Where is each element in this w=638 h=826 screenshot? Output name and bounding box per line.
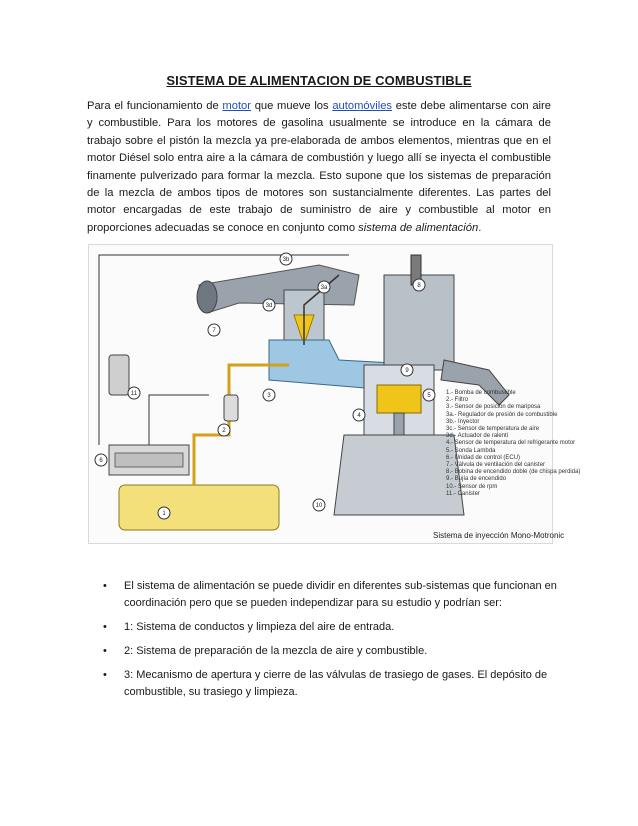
- callout-label-11: 11: [130, 391, 138, 397]
- legend-item: 1.- Bomba de combustible: [446, 390, 516, 396]
- legend-item: 8.- Bobina de encendido doble (de chispa perdida): [446, 469, 581, 476]
- document-title: SISTEMA DE ALIMENTACION DE COMBUSTIBLE: [166, 73, 472, 88]
- canister: [109, 355, 129, 395]
- intro-paragraph: [87, 98, 551, 237]
- legend-item: 9.- Bujía de encendido: [446, 476, 507, 483]
- fuel-filter: [224, 395, 238, 421]
- legend-item: 7.- Válvula de ventilación del canister: [446, 462, 546, 469]
- legend-item: 2.- Filtro: [446, 397, 469, 404]
- legend-item: 11.- Canister: [446, 490, 480, 497]
- emphasis-sistema-alimentacion: sistema de alimentación: [358, 221, 479, 234]
- callout-label-7: 7: [212, 328, 216, 334]
- callout-label-3d: 3d: [265, 303, 273, 309]
- callout-label-2: 2: [222, 428, 226, 434]
- legend-item: 6.- Unidad de control (ECU): [446, 454, 521, 461]
- callout-label-3: 3: [267, 393, 271, 399]
- diagram-caption: Sistema de inyección Mono-Motronic: [433, 531, 565, 540]
- legend-item: 5.- Sonda Lambda: [446, 447, 496, 454]
- diagram-legend: [446, 390, 581, 498]
- legend-item: 4.- Sensor de temperatura del refrigerante motor: [446, 440, 576, 447]
- legend-item: 3c.- Sensor de temperatura de aire: [446, 426, 540, 433]
- list-item: • El sistema de alimentación se puede dividir en diferentes sub-sistemas que funcionan en coordinación pero que se pueden independizar para su estudio y podrían ser:: [101, 578, 561, 612]
- callout-label-1: 1: [162, 511, 166, 517]
- legend-item: 3a.- Regulador de presión de combustible: [446, 411, 558, 418]
- paragraph-text-2: que mueve los: [251, 100, 333, 112]
- fuel-tank: [119, 485, 279, 530]
- ecu-connector: [115, 453, 183, 467]
- air-intake-duct: [199, 265, 359, 313]
- paragraph-text-4: .: [478, 221, 482, 234]
- link-automoviles[interactable]: automóviles: [332, 100, 393, 112]
- callout-label-3b: 3b: [282, 257, 290, 263]
- piston: [377, 385, 421, 413]
- callout-label-8: 8: [417, 283, 421, 289]
- link-motor[interactable]: motor: [222, 100, 252, 112]
- fuel-line-supply: [194, 365, 289, 485]
- list-item: • 3: Mecanismo de apertura y cierre de las válvulas de trasiego de gases. El depósito de combustible, su trasiego y limpieza.: [101, 667, 561, 701]
- callout-label-10: 10: [315, 503, 323, 509]
- callout-label-5: 5: [427, 393, 431, 399]
- legend-item: 3b.- Inyector: [446, 418, 480, 425]
- paragraph-text-3: este debe alimentarse con aire y combustible. Para los motores de gasolina usualmente se introduce en la cámara de trabajo sobre el pistón la mezcla ya pre-elaborada de ambos elementos, mientras que en el motor Diésel solo entra aire a la cámara de combustión y luego allí se inyecta el combustible finamente pulverizado para formar la mezcla. Esto supone que los sistemas de preparación de la mezcla de ambos tipos de motores son sustancialmente diferentes. Las partes del motor encargadas de este trabajo de suministro de aire y combustible al motor en proporciones adecuadas se conoce en conjunto como: [87, 100, 551, 234]
- paragraph-text-1: Para el funcionamiento de: [87, 100, 223, 112]
- legend-item: 3d.- Actuador de ralentí: [446, 433, 509, 440]
- air-intake-opening: [197, 281, 217, 313]
- list-item: • 1: Sistema de conductos y limpieza del aire de entrada.: [101, 619, 561, 636]
- list-item: • 2: Sistema de preparación de la mezcla de aire y combustible.: [101, 643, 561, 660]
- callout-label-4: 4: [357, 413, 361, 419]
- callout-label-3a: 3a: [320, 285, 328, 291]
- bullet-list: [101, 578, 561, 708]
- crankcase: [334, 435, 464, 515]
- legend-item: 3.- Sensor de posición de mariposa: [446, 404, 541, 411]
- callout-label-6: 6: [99, 458, 103, 464]
- callout-label-9: 9: [405, 368, 409, 374]
- legend-item: 10.- Sensor de rpm: [446, 483, 498, 490]
